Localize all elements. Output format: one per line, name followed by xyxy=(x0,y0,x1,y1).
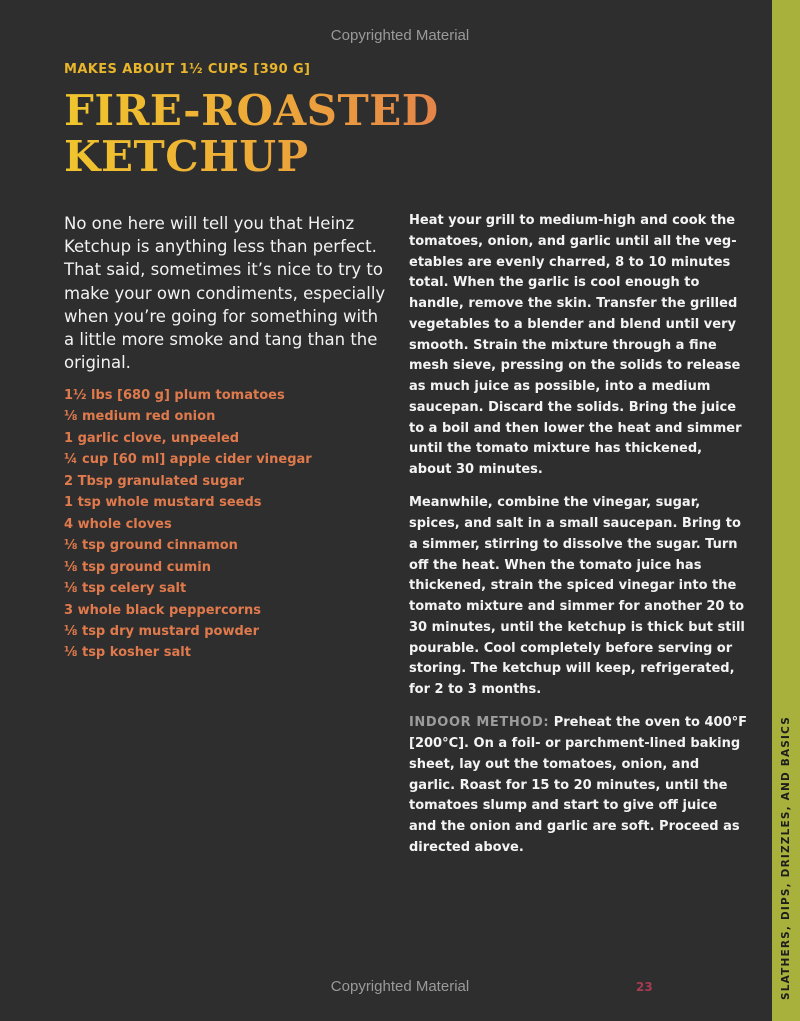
ingredient-item: ⅛ tsp dry mustard powder xyxy=(64,623,260,639)
ingredient-item: ⅛ tsp kosher salt xyxy=(64,645,191,661)
title-line: FIRE-ROASTED xyxy=(64,86,439,135)
section-tab xyxy=(772,715,800,1000)
indoor-method-text: Preheat the oven to 400°F [200°C]. On a foil- or parchment-lined baking sheet, lay out the tomatoes, onion, and garlic. Roast for 15 to 20 minutes, until the tomatoes slump and start to give off juice and the onion and garlic are soft. Proceed as directed above. xyxy=(409,715,748,855)
page-number: 23 xyxy=(636,980,653,994)
method-column xyxy=(409,211,749,871)
recipe-intro: No one here will tell you that Heinz Ketchup is anything less than perfect. That said, sometimes it’s nice to try to make your own condiments, especially when you’re going for something with a little more smoke and tang than the original. xyxy=(64,214,386,373)
ingredient-item: 1 garlic clove, unpeeled xyxy=(64,430,240,446)
watermark-top: Copyrighted Material xyxy=(330,27,470,44)
watermark-bottom: Copyrighted Material xyxy=(330,978,470,995)
indoor-method xyxy=(409,713,749,858)
ingredient-item: 4 whole cloves xyxy=(64,516,172,532)
method-step: Heat your grill to medium-high and cook the tomatoes, onion, and garlic until all the veg-etables are evenly charred, 8 to 10 minutes total. When the garlic is cool enough to handle, remove the skin. Transfer the grilled vegetables to a blender and blend until very smooth. Strain the mixture through a fine mesh sieve, pressing on the solids to release as much juice as possible, into a medium saucepan. Discard the solids. Bring the juice to a boil and then lower the heat and simmer until the tomato mixture has thickened, about 30 minutes. xyxy=(409,213,742,477)
ingredient-item: ⅛ medium red onion xyxy=(64,409,216,425)
method-step: Meanwhile, combine the vinegar, sugar, spices, and salt in a small saucepan. Bring to a simmer, stirring to dissolve the sugar. Turn off the heat. When the tomato juice has thickened, strain the spiced vinegar into the tomato mixture and simmer for another 20 to 30 minutes, until the ketchup is thick but still pourable. Cool completely before serving or storing. The ketchup will keep, refrigerated, for 2 to 3 months. xyxy=(409,495,745,697)
ingredient-item: 2 Tbsp granulated sugar xyxy=(64,473,244,489)
recipe-yield: MAKES ABOUT 1½ CUPS [390 G] xyxy=(64,62,311,77)
ingredient-item: ¼ cup [60 ml] apple cider vinegar xyxy=(64,452,312,468)
section-tab-label: SLATHERS, DIPS, DRIZZLES, AND BASICS xyxy=(780,715,792,1000)
ingredient-item: 3 whole black peppercorns xyxy=(64,602,261,618)
recipe-title xyxy=(64,88,439,180)
ingredient-list xyxy=(64,385,312,664)
ingredient-item: ⅛ tsp ground cumin xyxy=(64,559,211,575)
ingredient-item: 1 tsp whole mustard seeds xyxy=(64,495,262,511)
ingredient-item: ⅛ tsp ground cinnamon xyxy=(64,538,238,554)
ingredient-item: 1½ lbs [680 g] plum tomatoes xyxy=(64,388,285,403)
ingredient-item: ⅛ tsp celery salt xyxy=(64,581,187,597)
indoor-method-label: INDOOR METHOD: xyxy=(409,715,550,731)
title-line: KETCHUP xyxy=(64,132,309,181)
